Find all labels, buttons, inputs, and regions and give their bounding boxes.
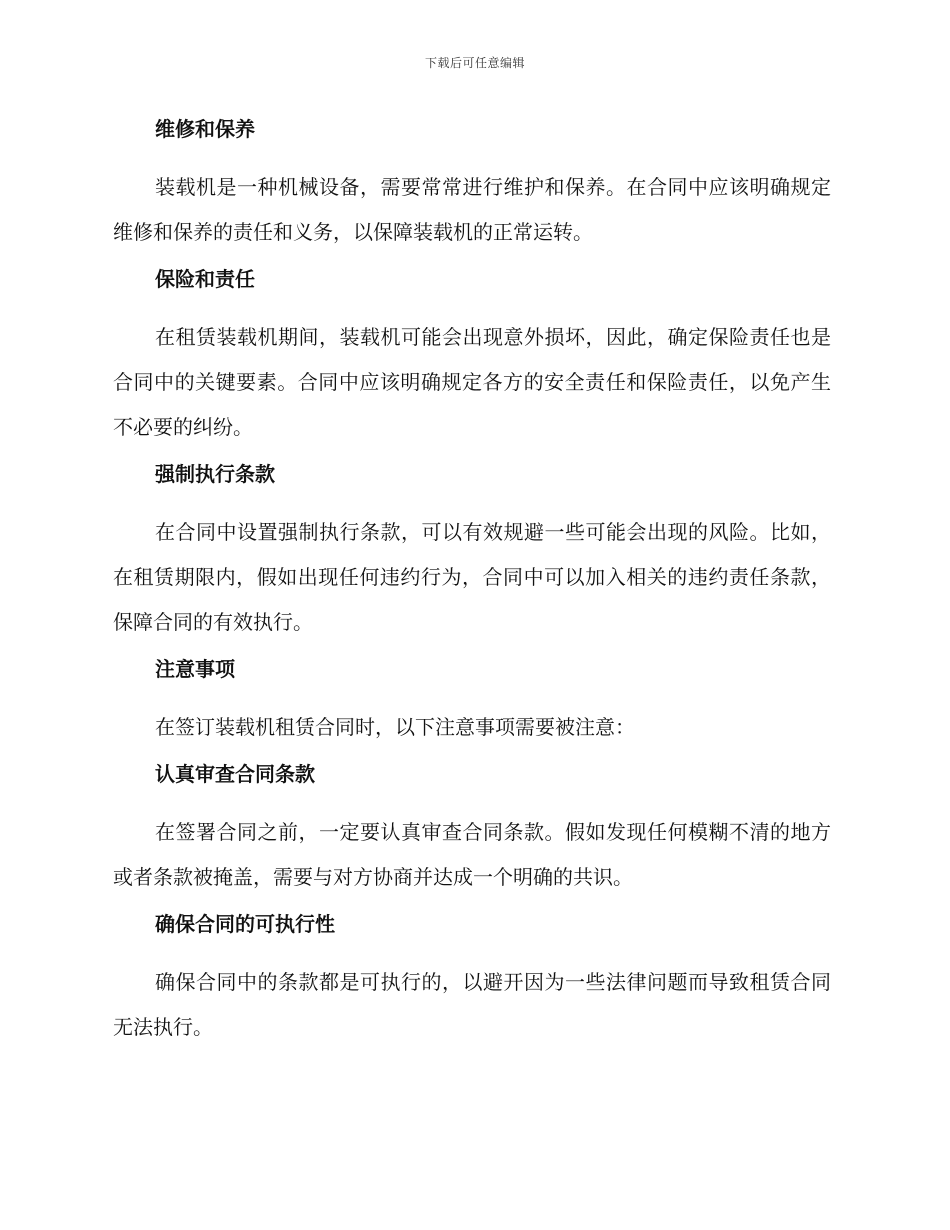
section-paragraph: 装载机是一种机械设备，需要常常进行维护和保养。在合同中应该明确规定维修和保养的责任和义务，以保障装载机的正常运转。	[113, 175, 831, 244]
page-header-note: 下载后可任意编辑	[424, 56, 525, 70]
section-insurance	[113, 264, 831, 459]
section-enforcement	[113, 459, 831, 654]
section-heading: 维修和保养	[155, 117, 255, 141]
section-heading: 保险和责任	[155, 267, 255, 291]
section-review-terms	[113, 759, 831, 909]
section-paragraph: 在签订装载机租赁合同时，以下注意事项需要被注意：	[155, 715, 635, 739]
section-paragraph: 在签署合同之前，一定要认真审查合同条款。假如发现任何模糊不清的地方或者条款被掩盖，需要与对方协商并达成一个明确的共识。	[113, 820, 831, 889]
document-body	[113, 114, 831, 1050]
section-heading: 确保合同的可执行性	[155, 912, 335, 936]
section-paragraph: 在合同中设置强制执行条款，可以有效规避一些可能会出现的风险。比如，在租赁期限内，假如出现任何违约行为，合同中可以加入相关的违约责任条款，保障合同的有效执行。	[113, 520, 831, 634]
section-heading: 注意事项	[155, 657, 235, 681]
section-enforceability	[113, 909, 831, 1050]
section-paragraph: 确保合同中的条款都是可执行的，以避开因为一些法律问题而导致租赁合同无法执行。	[113, 970, 831, 1039]
section-notes	[113, 654, 831, 759]
section-maintenance	[113, 114, 831, 264]
section-heading: 强制执行条款	[155, 462, 275, 486]
section-paragraph: 在租赁装载机期间，装载机可能会出现意外损坏，因此，确定保险责任也是合同中的关键要素。合同中应该明确规定各方的安全责任和保险责任，以免产生不必要的纠纷。	[113, 325, 831, 439]
section-heading: 认真审查合同条款	[155, 762, 315, 786]
